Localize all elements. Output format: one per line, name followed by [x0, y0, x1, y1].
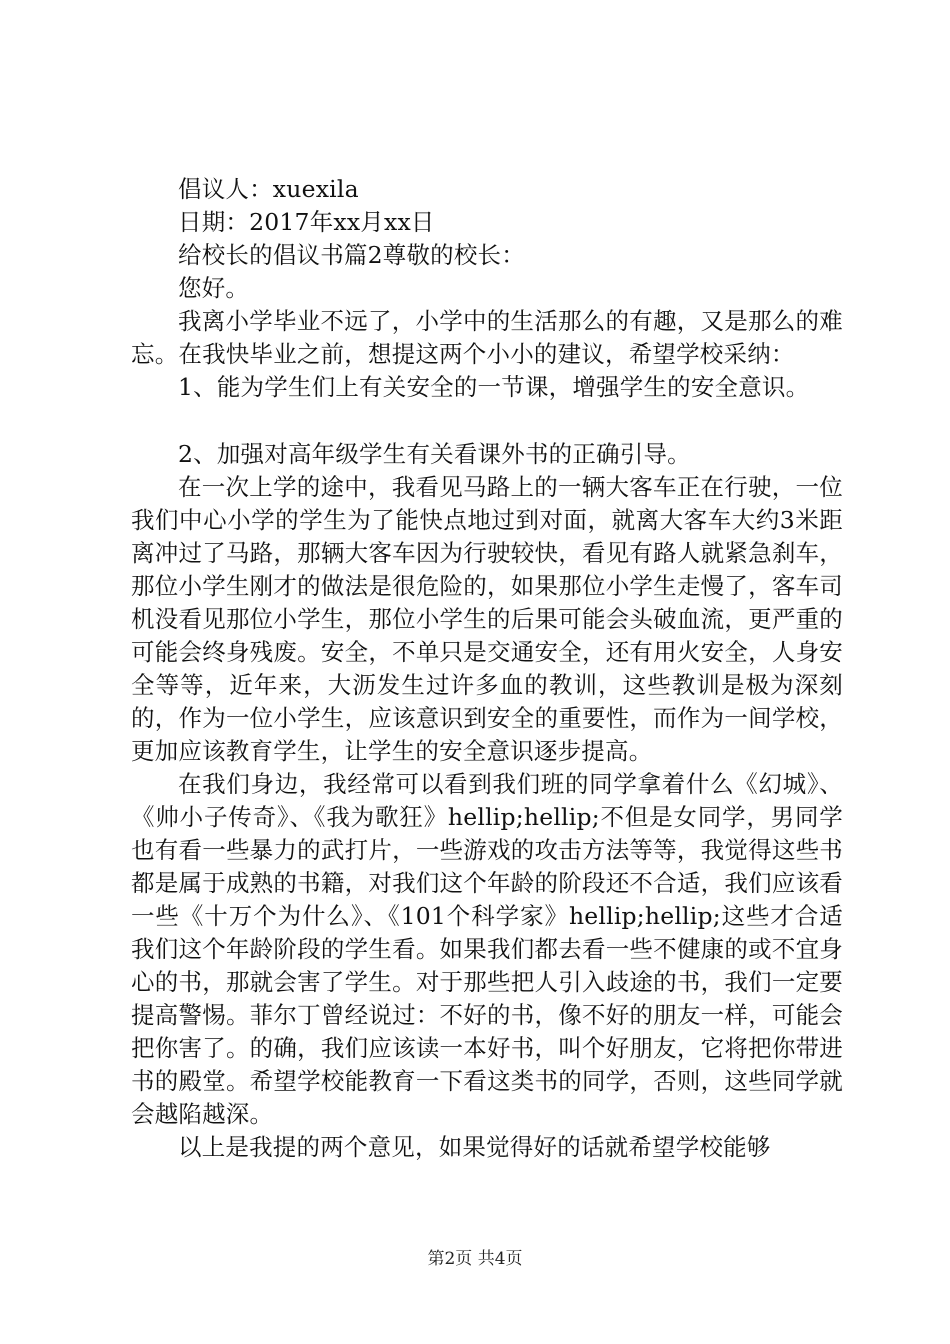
- paragraph-gap: [131, 404, 843, 438]
- section-heading: 给校长的倡议书篇2尊敬的校长：: [178, 241, 525, 269]
- page-number: 第2页 共4页: [427, 1249, 523, 1269]
- date-line: 日期：2017年xx月xx日: [178, 208, 435, 236]
- suggestion-1: 1、能为学生们上有关安全的一节课，增强学生的安全意识。: [178, 373, 810, 401]
- closing-paragraph: 以上是我提的两个意见，如果觉得好的话就希望学校能够: [178, 1133, 771, 1161]
- document-body: [131, 173, 843, 1164]
- greeting: 您好。: [178, 274, 250, 302]
- signer-line: 倡议人：xuexila: [178, 175, 359, 203]
- intro-paragraph: 我离小学毕业不远了，小学中的生活那么的有趣，又是那么的难忘。在我快毕业之前，想提这两个小小的建议，希望学校采纳：: [131, 307, 843, 368]
- suggestion-2: 2、加强对高年级学生有关看课外书的正确引导。: [178, 440, 691, 468]
- safety-paragraph: 在一次上学的途中，我看见马路上的一辆大客车正在行驶，一位我们中心小学的学生为了能快点地过到对面，就离大客车大约3米距离冲过了马路，那辆大客车因为行驶较快，看见有路人就紧急刹车，那位小学生刚才的做法是很危险的，如果那位小学生走慢了，客车司机没看见那位小学生，那位小学生的后果可能会头破血流，更严重的可能会终身残废。安全，不单只是交通安全，还有用火安全，人身安全等等，近年来，大沥发生过许多血的教训，这些教训是极为深刻的，作为一位小学生，应该意识到安全的重要性，而作为一间学校，更加应该教育学生，让学生的安全意识逐步提高。: [131, 473, 843, 765]
- books-paragraph: 在我们身边，我经常可以看到我们班的同学拿着什么《幻城》、《帅小子传奇》、《我为歌狂》hellip;hellip;不但是女同学，男同学也有看一些暴力的武打片，一些游戏的攻击方法等等，我觉得这些书都是属于成熟的书籍，对我们这个年龄的阶段还不合适，我们应该看一些《十万个为什么》、《101个科学家》hellip;hellip;这些才合适我们这个年龄阶段的学生看。如果我们都去看一些不健康的或不宜身心的书，那就会害了学生。对于那些把人引入歧途的书，我们一定要提高警惕。菲尔丁曾经说过：不好的书，像不好的朋友一样，可能会把你害了。的确，我们应该读一本好书，叫个好朋友，它将把你带进书的殿堂。希望学校能教育一下看这类书的同学，否则，这些同学就会越陷越深。: [131, 770, 843, 1128]
